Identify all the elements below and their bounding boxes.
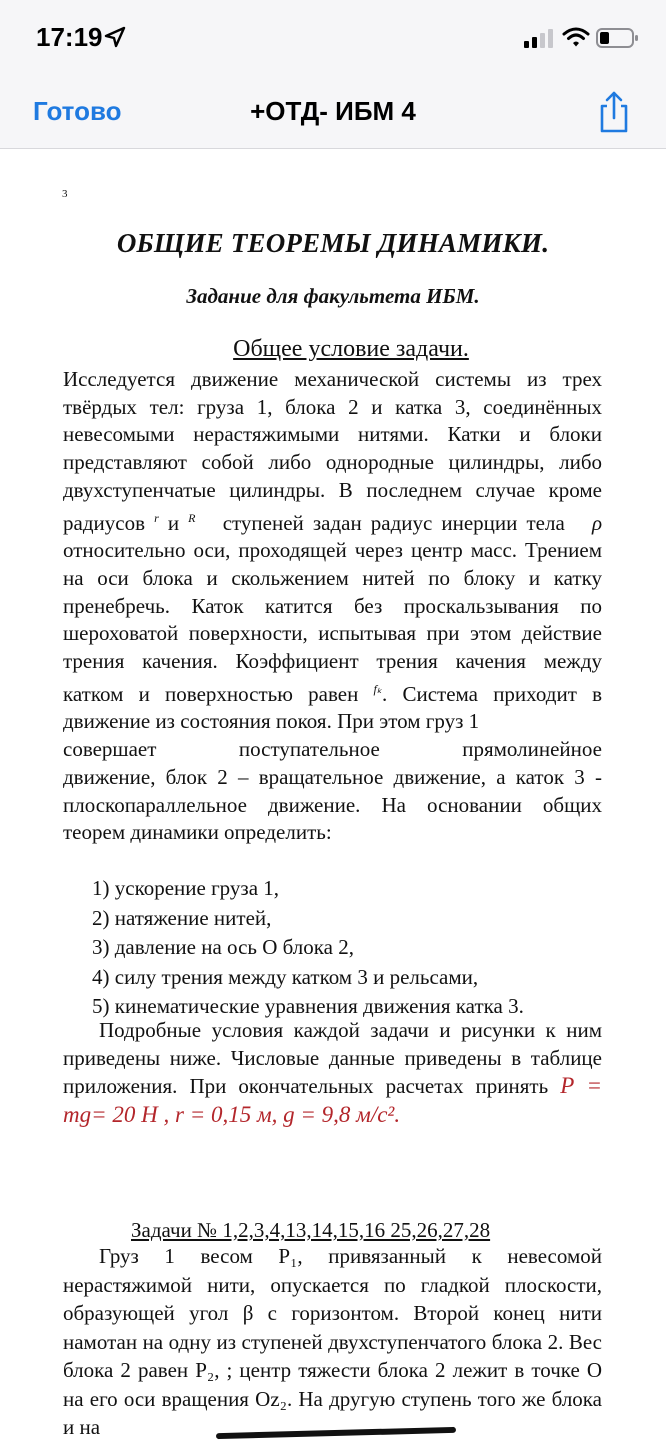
share-icon[interactable] xyxy=(596,90,632,134)
paragraph-data-note xyxy=(63,1017,602,1130)
done-button[interactable]: Готово xyxy=(33,96,122,126)
battery-icon xyxy=(596,27,640,49)
list-item: 2) натяжение нитей, xyxy=(92,905,272,930)
symbol-r: r xyxy=(154,510,159,525)
given-values: P = mg= 20 Н , r = 0,15 м, g = 9,8 м/с². xyxy=(63,1073,602,1128)
paragraph1-text-e: совершает поступательное прямолинейное xyxy=(63,737,602,762)
document-title: +ОТД- ИБМ 4 xyxy=(250,96,416,126)
list-item: 3) давление на ось O блока 2, xyxy=(92,935,354,959)
section-title: Общее условие задачи. xyxy=(233,336,469,362)
paragraph-general-conditions xyxy=(63,366,602,847)
page-number: 3 xyxy=(62,188,68,200)
tasks-heading: Задачи № 1,2,3,4,13,14,15,16 25,26,27,28 xyxy=(131,1218,491,1242)
document-page[interactable] xyxy=(0,150,666,1442)
paragraph-task-description: Груз 1 весом P₁, привязанный к невесомой нерастяжимой нити, опускается по гладкой плоскости, образующей угол β с горизонтом. Второй конец нити намотан на одну из ступеней двухступенчатого блока 2. Вес блока 2 равен P₂, ; центр тяжести блока 2 лежит в точке O на его оси вращения Oz₂. На другую ступень того же блока и на xyxy=(63,1244,602,1439)
top-bar xyxy=(0,0,666,149)
document-heading: ОБЩИЕ ТЕОРЕМЫ ДИНАМИКИ. xyxy=(116,228,550,258)
paragraph1-text-a: Исследуется движение механической системы из трех твёрдых тел: груза 1, блока 2 и катка 3, соединённых невесомыми нерастяжимыми нитями. Катки и блоки представляют собой либо однородные цилиндры, либо двухступенчатые цилиндры. В последнем случае кроме радиусов xyxy=(63,367,602,535)
list-item: 5) кинематические уравнения движения катка 3. xyxy=(92,994,524,1018)
task-list xyxy=(92,874,612,1022)
symbol-rho: ρ xyxy=(591,510,603,535)
paragraph1-text-f: движение, блок 2 – вращательное движение, а каток 3 - плоскопараллельное движение. На основании общих теорем динамики определить: xyxy=(63,764,602,845)
symbol-fk: fₖ xyxy=(373,681,382,696)
paragraph2-text: Подробные условия каждой задачи и рисунки к ним приведены ниже. Числовые данные приведены в таблице приложения. При окончательных расчетах принять xyxy=(63,1018,602,1099)
paragraph1-text-b: ступеней задан радиус инерции тела xyxy=(222,510,565,535)
cellular-signal-icon xyxy=(524,28,556,48)
word-and: и xyxy=(167,510,180,535)
list-item: 1) ускорение груза 1, xyxy=(92,876,280,900)
status-time: 17:19 xyxy=(36,22,103,52)
paragraph1-text-c: относительно оси, проходящей через центр масс. Трением на оси блока и скольжением нитей по блоку и катку пренебречь. Каток катится без проскальзывания по шероховатой поверхности, испытывая при этом действие трения качения. Коэффициент трения качения между катком и поверхностью равен xyxy=(63,538,602,706)
location-arrow-icon xyxy=(104,26,126,48)
paragraph1-text-d: . Система приходит в движение из состояния покоя. При этом груз 1 xyxy=(63,681,603,734)
symbol-big-r: R xyxy=(188,510,196,525)
wifi-icon xyxy=(562,26,590,48)
document-subheading: Задание для факультета ИБМ. xyxy=(186,284,480,308)
list-item: 4) силу трения между катком 3 и рельсами, xyxy=(92,964,479,989)
